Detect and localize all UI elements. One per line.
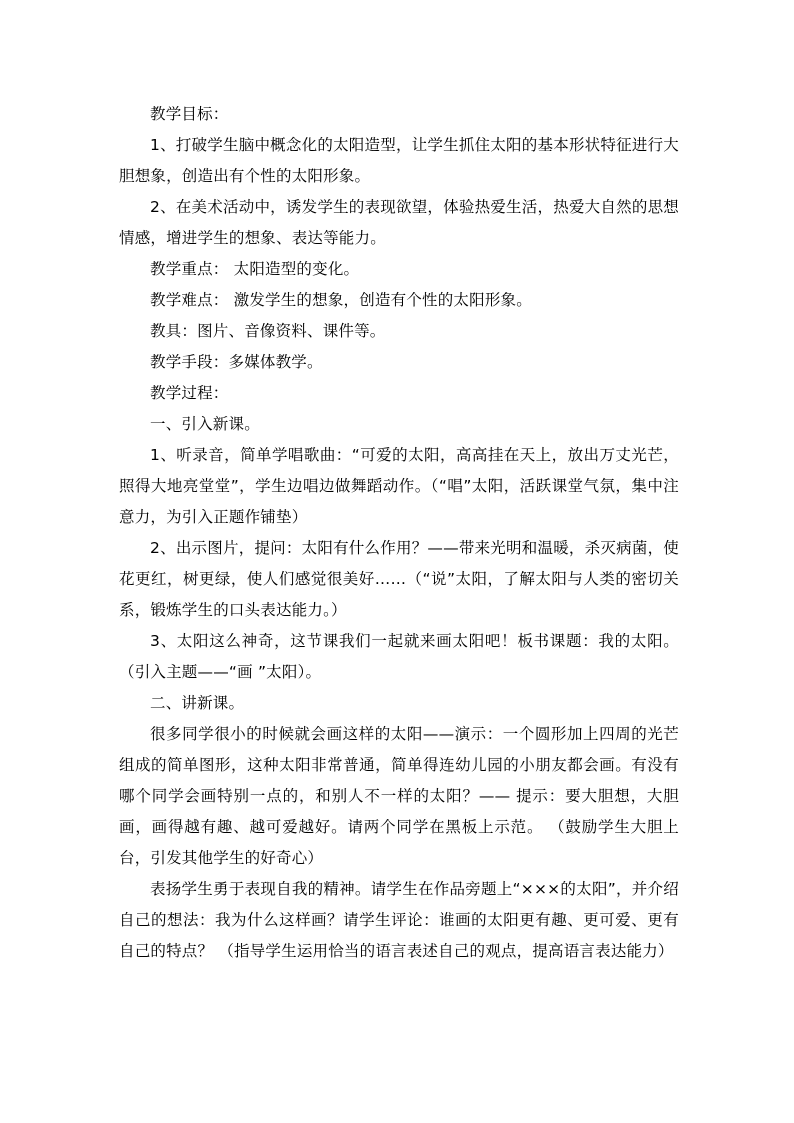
document-body — [119, 99, 679, 967]
goal-item-2: 2、在美术活动中，诱发学生的表现欲望，体验热爱生活，热爱大自然的思想情感，增进学生的想象、表达等能力。 — [119, 198, 679, 247]
teaching-difficulty: 教学难点： 激发学生的想象，创造有个性的太阳形象。 — [150, 291, 532, 309]
teaching-aids: 教具：图片、音像资料、课件等。 — [150, 322, 386, 340]
intro-step-2: 2、出示图片，提问：太阳有什么作用？——带来光明和温暖，杀灭病菌，使花更红，树更绿，使人们感觉很美好……（“说”太阳，了解太阳与人类的密切关系，锻炼学生的口头表达能力。） — [119, 539, 679, 619]
teaching-method: 教学手段：多媒体教学。 — [150, 353, 323, 371]
heading-teaching-goals: 教学目标： — [150, 105, 229, 123]
new-lesson-paragraph-1: 很多同学很小的时候就会画这样的太阳——演示：一个圆形加上四周的光芒组成的简单图形，这种太阳非常普通，简单得连幼儿园的小朋友都会画。有没有哪个同学会画特别一点的，和别人不一样的太阳？—— 提示：要大胆想，大胆画，画得越有趣、越可爱越好。请两个同学在黑板上示范。 （鼓励学生大胆上台，引发其他学生的好奇心） — [119, 725, 679, 867]
new-lesson-paragraph-2: 表扬学生勇于表现自我的精神。请学生在作品旁题上“×××的太阳”，并介绍自己的想法：我为什么这样画？请学生评论：谁画的太阳更有趣、更可爱、更有自己的特点？ （指导学生运用恰当的语言表述自己的观点，提高语言表达能力） — [119, 880, 679, 960]
section-new-lesson: 二、讲新课。 — [150, 694, 245, 712]
heading-teaching-process: 教学过程： — [150, 384, 229, 402]
intro-step-1: 1、听录音，简单学唱歌曲：“可爱的太阳，高高挂在天上，放出万丈光芒，照得大地亮堂堂”，学生边唱边做舞蹈动作。（“唱”太阳，活跃课堂气氛，集中注意力，为引入正题作铺垫） — [119, 446, 679, 526]
teaching-key-point: 教学重点： 太阳造型的变化。 — [150, 260, 360, 278]
intro-step-3: 3、太阳这么神奇，这节课我们一起就来画太阳吧！板书课题：我的太阳。（引入主题——“画 ”太阳）。 — [119, 632, 679, 681]
section-introduce-new-lesson: 一、引入新课。 — [150, 415, 260, 433]
goal-item-1: 1、打破学生脑中概念化的太阳造型，让学生抓住太阳的基本形状特征进行大胆想象，创造出有个性的太阳形象。 — [119, 136, 679, 185]
